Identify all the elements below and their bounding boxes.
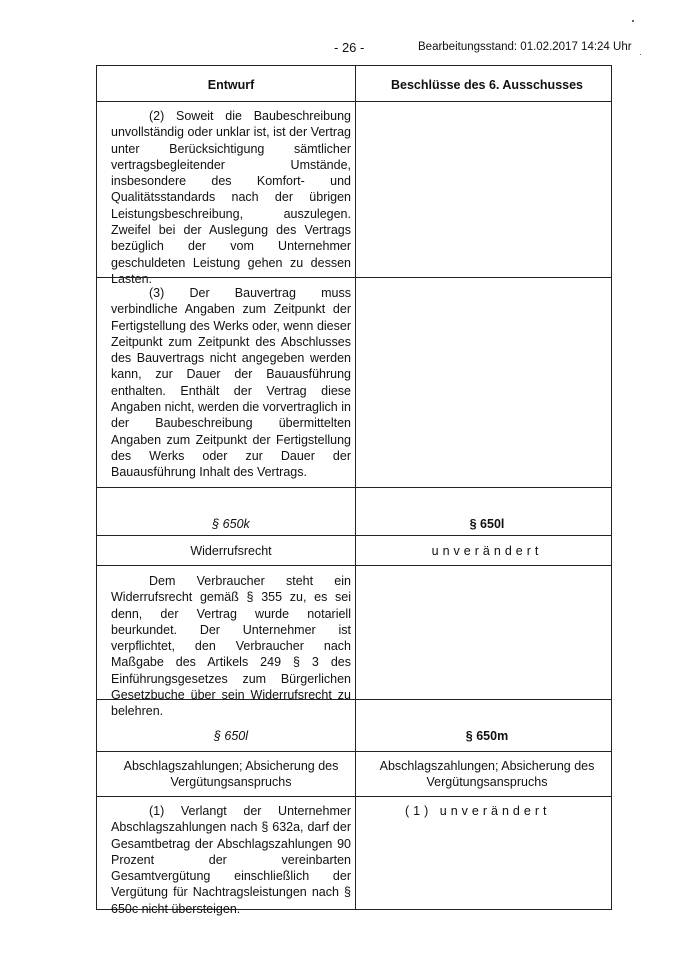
col-header-beschluesse: Beschlüsse des 6. Ausschusses — [391, 78, 583, 92]
row-divider — [97, 565, 611, 566]
payment-paragraph-1-right: (1) unverändert — [405, 804, 551, 818]
section-title-right: unverändert — [431, 544, 543, 558]
synopsis-table — [96, 65, 612, 916]
section-title-left: Abschlagszahlungen; Absicherung des Vergütungsanspruchs — [123, 759, 339, 790]
scan-speck — [640, 54, 641, 55]
payment-paragraph-1: (1) Verlangt der Unternehmer Abschlagszahlungen nach § 632a, darf der Gesamtbetrag der Abschlagszahlungen 90 Prozent der vereinbarten Gesamtvergütung einschließlich der Vergütung für Nachtragsleistungen nach § 650c nicht übersteigen. — [111, 804, 351, 916]
section-number-right: § 650l — [469, 517, 505, 531]
row-divider — [97, 535, 611, 536]
section-title-right: Abschlagszahlungen; Absicherung des Vergütungsanspruchs — [379, 759, 595, 790]
row-divider — [97, 796, 611, 797]
paragraph-3: (3) Der Bauvertrag muss verbindliche Angaben zum Zeitpunkt der Fertigstellung des Werks oder, wenn dieser Zeitpunkt zum Zeitpunkt des Abschlusses des Bauvertrags nicht angegeben werden kann, zur Dauer der Bauausführung enthalten. Enthält der Vertrag diese Angaben nicht, werden die vorvertraglich in der Baubeschreibung übermittelten Angaben zum Zeitpunkt der Fertigstellung des Werks oder zur Dauer der Bauausführung Inhalt des Vertrags. — [111, 286, 351, 480]
page-header — [0, 40, 700, 58]
edit-status: Bearbeitungsstand: 01.02.2017 14:24 Uhr — [418, 41, 632, 53]
row-divider — [97, 277, 611, 278]
section-number-left: § 650k — [212, 517, 250, 531]
section-number-right: § 650m — [465, 729, 509, 743]
col-header-entwurf: Entwurf — [207, 78, 255, 92]
row-divider — [97, 699, 611, 700]
row-divider — [97, 101, 611, 102]
page-number: - 26 - — [334, 40, 365, 55]
row-divider — [97, 751, 611, 752]
withdrawal-right-text: Dem Verbraucher steht ein Widerrufsrecht gemäß § 355 zu, es sei denn, der Vertrag wurde notariell beurkundet. Der Unternehmer ist verpflichtet, den Verbraucher nach Maßgabe des Artikels 249 § 3 des Einführungsgesetzes zum Bürgerlichen Gesetzbuche über sein Widerrufsrecht zu belehren. — [111, 574, 351, 719]
row-divider — [97, 487, 611, 488]
paragraph-2: (2) Soweit die Baubeschreibung unvollständig oder unklar ist, ist der Vertrag unter Berücksichtigung sämtlicher vertragsbegleitender Umstände, insbesondere des Komfort- und Qualitätsstandards nach der übrigen Leistungsbeschreibung, auszulegen. Zweifel bei der Auslegung des Vertrags bezüglich der vom Unternehmer geschuldeten Leistung gehen zu dessen Lasten. — [111, 109, 351, 286]
scan-speck — [632, 20, 634, 22]
section-number-left: § 650l — [213, 729, 249, 743]
section-title-left: Widerrufsrecht — [190, 544, 272, 558]
